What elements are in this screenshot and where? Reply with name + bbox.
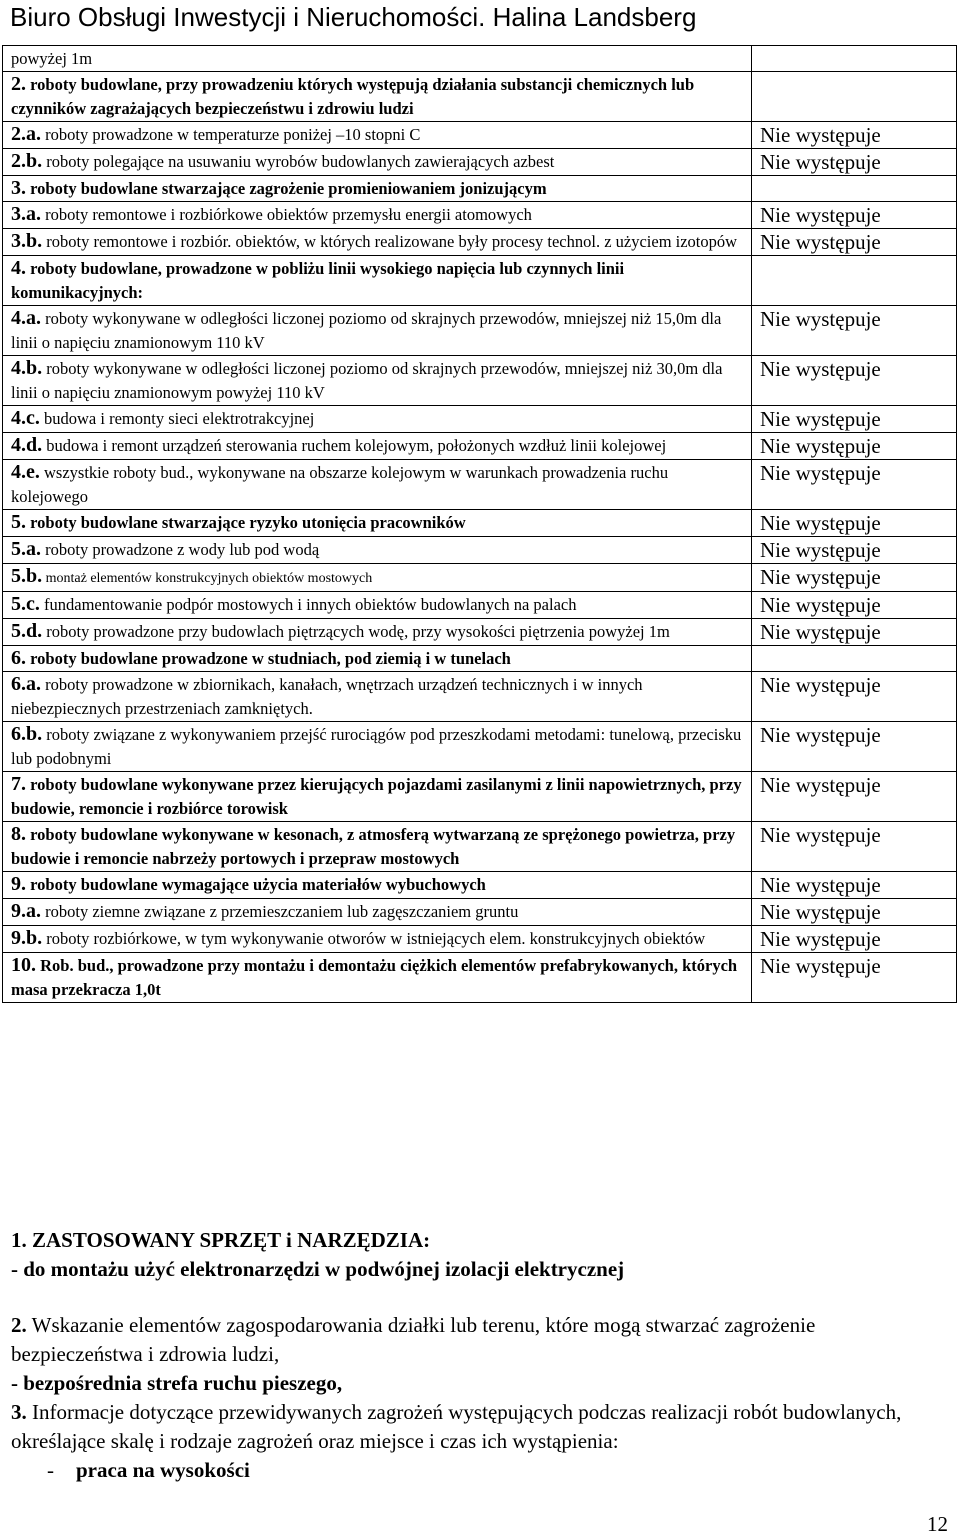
item-number: 5. xyxy=(11,511,26,533)
item-number: 5.a. xyxy=(11,538,41,560)
work-description xyxy=(3,537,752,564)
table-row xyxy=(3,619,957,646)
work-description xyxy=(3,510,752,537)
status-cell: Nie występuje xyxy=(752,537,957,564)
status-cell xyxy=(752,46,957,72)
item-text: budowa i remonty sieci elektrotrakcyjnej xyxy=(39,409,315,428)
table-row xyxy=(3,306,957,356)
section-number: 2. xyxy=(11,1313,27,1337)
status-cell: Nie występuje xyxy=(752,202,957,229)
status-cell: Nie występuje xyxy=(752,564,957,592)
table-row xyxy=(3,229,957,256)
item-text: roboty budowlane stwarzające zagrożenie promieniowaniem jonizującym xyxy=(26,179,547,198)
item-number: 3. xyxy=(11,177,26,199)
item-number: 9.b. xyxy=(11,927,43,949)
item-number: 5.d. xyxy=(11,620,43,642)
item-text: roboty remontowe i rozbiórkowe obiektów przemysłu energii atomowych xyxy=(41,205,532,224)
work-description xyxy=(3,433,752,460)
item-text: roboty budowlane, przy prowadzeniu których występują działania substancji chemicznych lub czynników zagrażających bezpieczeństwu i zdrowiu ludzi xyxy=(11,75,695,118)
table-row xyxy=(3,122,957,149)
page-number: 12 xyxy=(927,1512,948,1536)
section-hazards-info-item: - praca na wysokości xyxy=(47,1458,250,1482)
item-number: 4.e. xyxy=(11,461,40,483)
item-text: roboty remontowe i rozbiór. obiektów, w których realizowane były procesy technol. z użyciem izotopów xyxy=(42,232,738,251)
item-number: 3.b. xyxy=(11,230,43,252)
item-text: fundamentowanie podpór mostowych i innych obiektów budowlanych na palach xyxy=(39,595,577,614)
status-cell: Nie występuje xyxy=(752,619,957,646)
status-cell: Nie występuje xyxy=(752,460,957,510)
work-description xyxy=(3,822,752,872)
item-text: roboty prowadzone w temperaturze poniżej –10 stopni C xyxy=(41,125,421,144)
item-text: roboty prowadzone w zbiornikach, kanałach, wnętrzach urządzeń technicznych i w innych niebezpiecznych przestrzeniach zamkniętych. xyxy=(11,675,643,718)
table-row xyxy=(3,176,957,202)
status-cell: Nie występuje xyxy=(752,899,957,926)
item-text: roboty budowlane, prowadzone w pobliżu linii wysokiego napięcia lub czynnych linii komunikacyjnych: xyxy=(11,259,625,302)
section-site-elements-item: - bezpośrednia strefa ruchu pieszego, xyxy=(11,1371,343,1395)
hazardous-works-table xyxy=(2,45,957,1003)
item-number: 2.a. xyxy=(11,123,41,145)
work-description xyxy=(3,176,752,202)
item-text: roboty budowlane stwarzające ryzyko utonięcia pracowników xyxy=(26,513,466,532)
work-description xyxy=(3,872,752,899)
status-cell: Nie występuje xyxy=(752,772,957,822)
item-number: 3.a. xyxy=(11,203,41,225)
work-description xyxy=(3,229,752,256)
work-description xyxy=(3,256,752,306)
table-row xyxy=(3,564,957,592)
item-text: roboty prowadzone z wody lub pod wodą xyxy=(41,540,320,559)
section-equipment-title: 1. ZASTOSOWANY SPRZĘT i NARZĘDZIA: xyxy=(11,1228,431,1252)
item-text: roboty polegające na usuwaniu wyrobów budowlanych zawierających azbest xyxy=(42,152,555,171)
table-row xyxy=(3,256,957,306)
status-cell: Nie występuje xyxy=(752,510,957,537)
table-row xyxy=(3,822,957,872)
item-text: roboty budowlane wymagające użycia materiałów wybuchowych xyxy=(26,875,486,894)
item-text: powyżej 1m xyxy=(11,49,93,68)
item-number: 4.d. xyxy=(11,434,43,456)
work-description xyxy=(3,619,752,646)
item-number: 9. xyxy=(11,873,26,895)
status-cell: Nie występuje xyxy=(752,306,957,356)
table-row xyxy=(3,592,957,619)
section-site-elements-text: 2. Wskazanie elementów zagospodarowania działki lub terenu, które mogą stwarzać zagrożenie bezpieczeństwa i zdrowia ludzi, xyxy=(11,1313,816,1366)
table-row xyxy=(3,46,957,72)
status-cell: Nie występuje xyxy=(752,229,957,256)
table-row xyxy=(3,406,957,433)
section-number: 3. xyxy=(11,1400,27,1424)
item-number: 4. xyxy=(11,257,26,279)
table-row xyxy=(3,772,957,822)
status-cell: Nie występuje xyxy=(752,953,957,1003)
item-text: roboty ziemne związane z przemieszczaniem lub zagęszczaniem gruntu xyxy=(41,902,519,921)
work-description xyxy=(3,122,752,149)
item-number: 4.a. xyxy=(11,307,41,329)
status-cell xyxy=(752,646,957,672)
item-number: 7. xyxy=(11,773,26,795)
table-row xyxy=(3,953,957,1003)
item-number: 6.b. xyxy=(11,723,43,745)
item-text: roboty budowlane wykonywane w kesonach, z atmosferą wytwarzaną ze sprężonego powietrza, przy budowie i remoncie nabrzeży portowych i przepraw mostowych xyxy=(11,825,736,868)
document-header: Biuro Obsługi Inwestycji i Nieruchomości. Halina Landsberg xyxy=(10,2,697,32)
item-number: 9.a. xyxy=(11,900,41,922)
status-cell: Nie występuje xyxy=(752,356,957,406)
table-row xyxy=(3,872,957,899)
item-number: 6.a. xyxy=(11,673,41,695)
item-number: 8. xyxy=(11,823,26,845)
work-description xyxy=(3,306,752,356)
table-row xyxy=(3,202,957,229)
section-hazards-info xyxy=(11,1398,941,1485)
item-text: roboty związane z wykonywaniem przejść rurociągów pod przeszkodami metodami: tunelową, przecisku lub podobnymi xyxy=(11,725,742,768)
status-cell: Nie występuje xyxy=(752,406,957,433)
section-site-elements xyxy=(11,1311,941,1398)
table-row xyxy=(3,722,957,772)
status-cell: Nie występuje xyxy=(752,149,957,176)
work-description xyxy=(3,926,752,953)
work-description xyxy=(3,646,752,672)
table-row xyxy=(3,72,957,122)
item-text: roboty prowadzone przy budowlach piętrzących wodę, przy wysokości piętrzenia powyżej 1m xyxy=(42,622,670,641)
table-row xyxy=(3,460,957,510)
status-cell xyxy=(752,176,957,202)
section-equipment xyxy=(11,1226,941,1284)
work-description xyxy=(3,202,752,229)
item-text: roboty wykonywane w odległości liczonej poziomo od skrajnych przewodów, mniejszej niż 30,0m dla linii o napięciu znamionowym powyżej 110 kV xyxy=(11,359,723,402)
table-row xyxy=(3,149,957,176)
item-number: 4.c. xyxy=(11,407,40,429)
item-number: 10. xyxy=(11,954,36,976)
status-cell: Nie występuje xyxy=(752,722,957,772)
work-description xyxy=(3,772,752,822)
section-hazards-info-text: 3. Informacje dotyczące przewidywanych zagrożeń występujących podczas realizacji robót budowlanych, określające skalę i rodzaje zagrożeń oraz miejsce i czas ich wystąpienia: xyxy=(11,1400,902,1453)
work-description xyxy=(3,899,752,926)
work-description xyxy=(3,722,752,772)
table-row xyxy=(3,672,957,722)
work-description xyxy=(3,149,752,176)
item-number: 2.b. xyxy=(11,150,43,172)
item-text: budowa i remont urządzeń sterowania ruchem kolejowym, położonych wzdłuż linii kolejowej xyxy=(42,436,667,455)
item-text: roboty budowlane wykonywane przez kierujących pojazdami zasilanymi z linii napowietrznych, przy budowie, remoncie i rozbiórce torowisk xyxy=(11,775,742,818)
status-cell: Nie występuje xyxy=(752,433,957,460)
work-description xyxy=(3,564,752,592)
work-description xyxy=(3,460,752,510)
table-row xyxy=(3,537,957,564)
item-number: 6. xyxy=(11,647,26,669)
work-description xyxy=(3,953,752,1003)
status-cell: Nie występuje xyxy=(752,872,957,899)
work-description xyxy=(3,46,752,72)
item-text: wszystkie roboty bud., wykonywane na obszarze kolejowym w warunkach prowadzenia ruchu kolejowego xyxy=(11,463,669,506)
status-cell: Nie występuje xyxy=(752,926,957,953)
item-text: montaż elementów konstrukcyjnych obiektów mostowych xyxy=(42,571,373,586)
status-cell xyxy=(752,72,957,122)
item-text: roboty wykonywane w odległości liczonej poziomo od skrajnych przewodów, mniejszej niż 15,0m dla linii o napięciu znamionowym 110 kV xyxy=(11,309,722,352)
item-number: 4.b. xyxy=(11,357,43,379)
status-cell: Nie występuje xyxy=(752,122,957,149)
status-cell: Nie występuje xyxy=(752,592,957,619)
item-number: 2. xyxy=(11,73,26,95)
table-row xyxy=(3,510,957,537)
item-text: roboty budowlane prowadzone w studniach, pod ziemią i w tunelach xyxy=(26,649,511,668)
status-cell xyxy=(752,256,957,306)
item-number: 5.c. xyxy=(11,593,40,615)
item-number: 5.b. xyxy=(11,565,43,587)
status-cell: Nie występuje xyxy=(752,672,957,722)
work-description xyxy=(3,592,752,619)
work-description xyxy=(3,672,752,722)
item-text: Rob. bud., prowadzone przy montażu i demontażu ciężkich elementów prefabrykowanych, których masa przekracza 1,0t xyxy=(11,956,738,999)
work-description xyxy=(3,406,752,433)
table-row xyxy=(3,899,957,926)
status-cell: Nie występuje xyxy=(752,822,957,872)
table-row xyxy=(3,356,957,406)
table-row xyxy=(3,433,957,460)
section-equipment-line: - do montażu użyć elektronarzędzi w podwójnej izolacji elektrycznej xyxy=(11,1257,625,1281)
work-description xyxy=(3,356,752,406)
item-text: roboty rozbiórkowe, w tym wykonywanie otworów w istniejących elem. konstrukcyjnych obiektów xyxy=(42,929,706,948)
work-description xyxy=(3,72,752,122)
table-row xyxy=(3,926,957,953)
table-row xyxy=(3,646,957,672)
